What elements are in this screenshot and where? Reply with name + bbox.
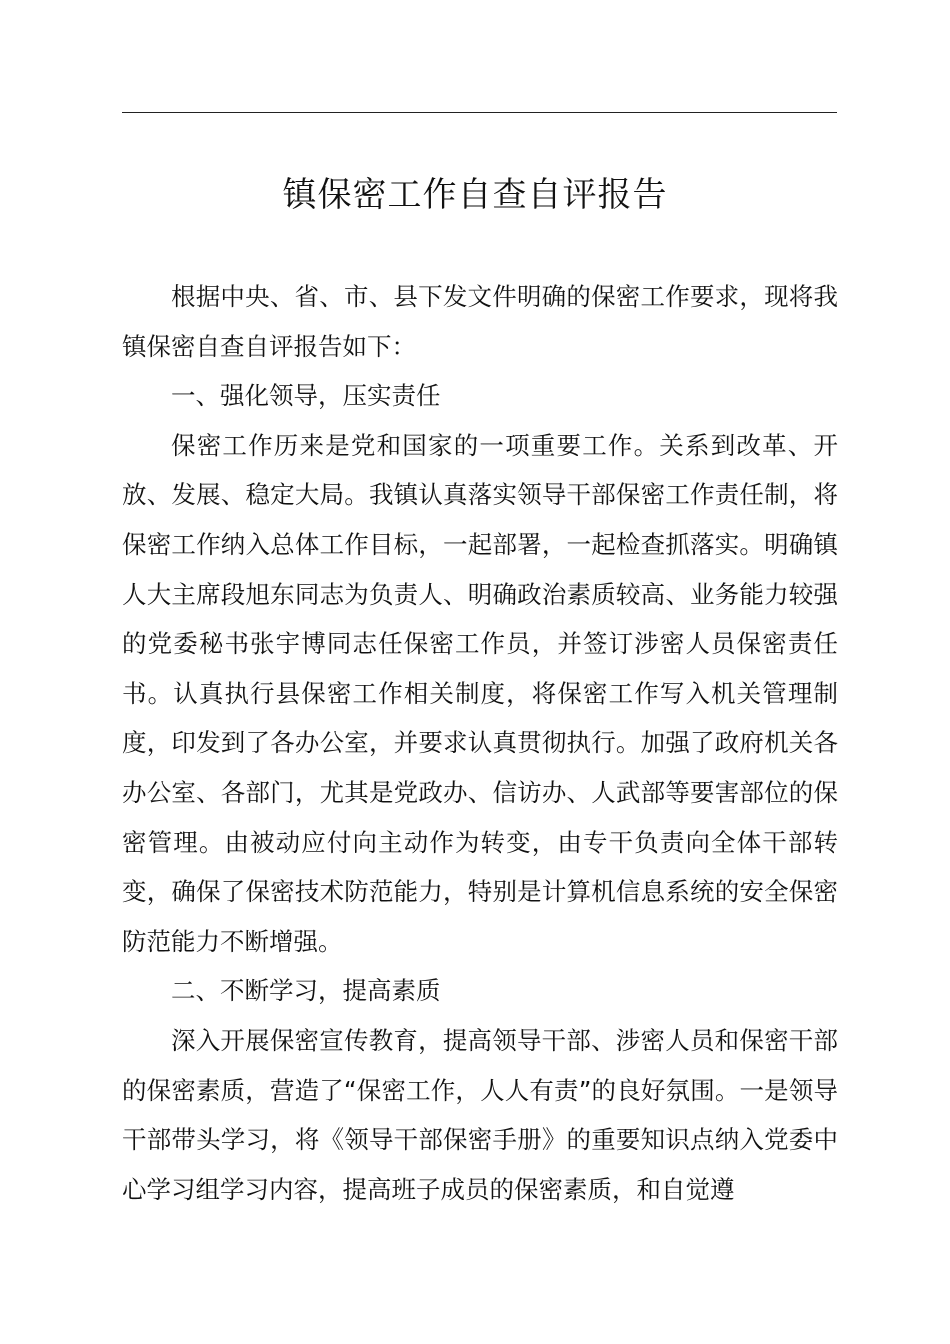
section-2-paragraph: 深入开展保密宣传教育，提高领导干部、涉密人员和保密干部的保密素质，营造了“保密工作，人人有责”的良好氛围。一是领导干部带头学习，将《领导干部保密手册》的重要知识点纳入党委中心学习组学习内容，提高班子成员的保密素质，和自觉遵 <box>122 1025 838 1204</box>
intro-paragraph: 根据中央、省、市、县下发文件明确的保密工作要求，现将我镇保密自查自评报告如下： <box>122 282 838 361</box>
document-title: 镇保密工作自查自评报告 <box>282 175 668 215</box>
header-rule <box>122 112 837 113</box>
section-2-heading: 二、不断学习，提高素质 <box>171 976 441 1006</box>
document-body <box>122 272 838 1214</box>
section-1-heading: 一、强化领导，压实责任 <box>171 381 441 411</box>
section-1-paragraph: 保密工作历来是党和国家的一项重要工作。关系到改革、开放、发展、稳定大局。我镇认真落实领导干部保密工作责任制，将保密工作纳入总体工作目标，一起部署，一起检查抓落实。明确镇人大主席段旭东同志为负责人、明确政治素质较高、业务能力较强的党委秘书张宇博同志任保密工作员，并签订涉密人员保密责任书。认真执行县保密工作相关制度，将保密工作写入机关管理制度，印发到了各办公室，并要求认真贯彻执行。加强了政府机关各办公室、各部门，尤其是党政办、信访办、人武部等要害部位的保密管理。由被动应付向主动作为转变，由专干负责向全体干部转变，确保了保密技术防范能力，特别是计算机信息系统的安全保密防范能力不断增强。 <box>122 430 838 956</box>
